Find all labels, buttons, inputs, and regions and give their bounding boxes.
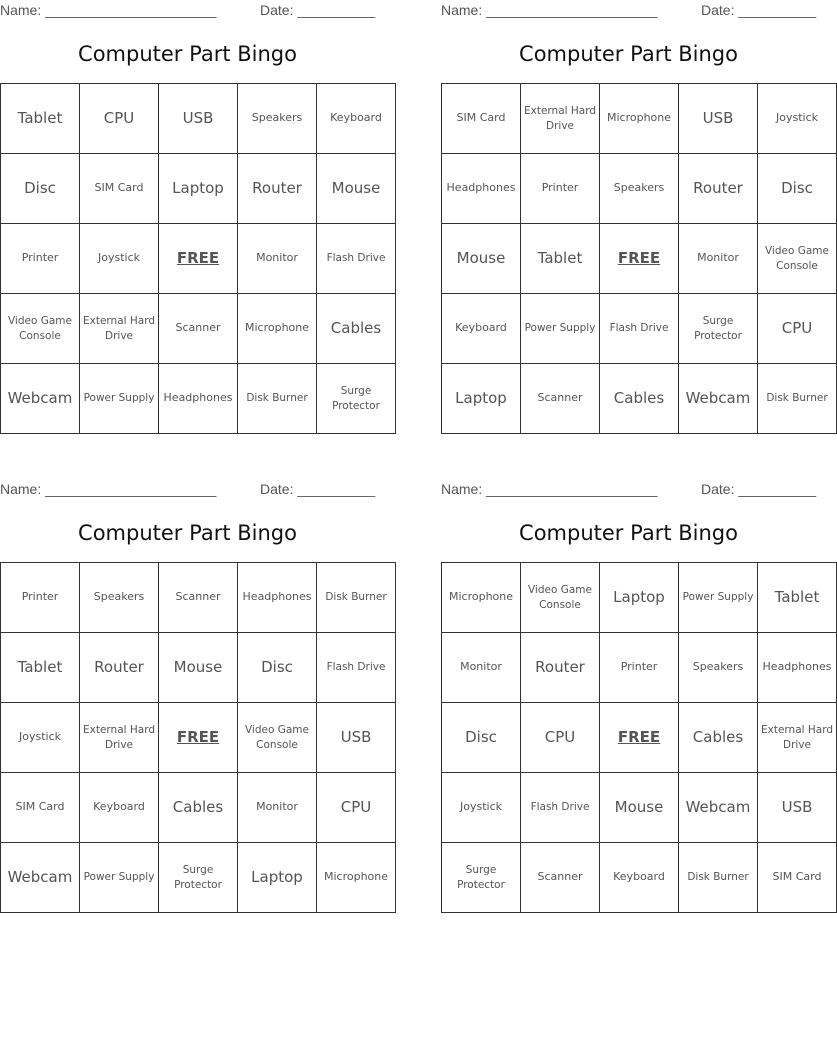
bingo-cell: Laptop	[442, 364, 521, 434]
bingo-cell: Keyboard	[442, 294, 521, 364]
bingo-cell: External Hard Drive	[80, 294, 159, 364]
bingo-cell: Headphones	[159, 364, 238, 434]
name-field-label: Name: ______________________	[441, 2, 658, 18]
name-field-label: Name: ______________________	[441, 481, 658, 497]
card-title: Computer Part Bingo	[78, 521, 297, 545]
bingo-row	[442, 84, 837, 154]
bingo-cell: Flash Drive	[521, 773, 600, 843]
bingo-cell: Surge Protector	[317, 364, 396, 434]
name-field-label: Name: ______________________	[0, 2, 217, 18]
bingo-cell: Power Supply	[521, 294, 600, 364]
bingo-cell: SIM Card	[1, 773, 80, 843]
bingo-cell: Tablet	[758, 563, 837, 633]
bingo-row	[442, 773, 837, 843]
bingo-cell: Keyboard	[600, 843, 679, 913]
bingo-cell: Joystick	[1, 703, 80, 773]
free-space: FREE	[159, 703, 238, 773]
bingo-cell: Headphones	[238, 563, 317, 633]
bingo-row	[1, 364, 396, 434]
card-header	[0, 479, 375, 501]
bingo-row	[1, 294, 396, 364]
free-space: FREE	[600, 224, 679, 294]
bingo-cell: SIM Card	[758, 843, 837, 913]
bingo-cell: Laptop	[238, 843, 317, 913]
bingo-cell: SIM Card	[80, 154, 159, 224]
bingo-cell: Cables	[679, 703, 758, 773]
bingo-row	[1, 563, 396, 633]
bingo-cell: Router	[521, 633, 600, 703]
name-field-label: Name: ______________________	[0, 481, 217, 497]
bingo-row	[1, 633, 396, 703]
bingo-cell: Tablet	[521, 224, 600, 294]
bingo-cell: Router	[80, 633, 159, 703]
bingo-cell: Monitor	[679, 224, 758, 294]
bingo-cell: Power Supply	[679, 563, 758, 633]
bingo-grid	[0, 83, 396, 434]
bingo-row	[442, 224, 837, 294]
bingo-row	[1, 84, 396, 154]
bingo-cell: Webcam	[679, 364, 758, 434]
date-field-label: Date: __________	[260, 2, 376, 18]
bingo-cell: Headphones	[758, 633, 837, 703]
bingo-cell: Disk Burner	[679, 843, 758, 913]
bingo-cell: Disk Burner	[758, 364, 837, 434]
bingo-row	[1, 843, 396, 913]
bingo-cell: Cables	[317, 294, 396, 364]
bingo-cell: USB	[317, 703, 396, 773]
bingo-cell: CPU	[758, 294, 837, 364]
bingo-cell: CPU	[521, 703, 600, 773]
card-header	[0, 0, 375, 22]
bingo-cell: External Hard Drive	[80, 703, 159, 773]
free-space: FREE	[159, 224, 238, 294]
bingo-cell: Flash Drive	[317, 633, 396, 703]
bingo-cell: Keyboard	[80, 773, 159, 843]
bingo-cell: Cables	[159, 773, 238, 843]
bingo-cell: Printer	[521, 154, 600, 224]
bingo-row	[442, 633, 837, 703]
card-header	[441, 0, 816, 22]
bingo-cell: USB	[679, 84, 758, 154]
card-title: Computer Part Bingo	[519, 42, 738, 66]
bingo-cell: Surge Protector	[679, 294, 758, 364]
bingo-cell: Mouse	[600, 773, 679, 843]
bingo-cell: Power Supply	[80, 843, 159, 913]
bingo-cell: Webcam	[679, 773, 758, 843]
bingo-cell: Keyboard	[317, 84, 396, 154]
bingo-row	[442, 703, 837, 773]
bingo-cell: Joystick	[442, 773, 521, 843]
bingo-cell: USB	[758, 773, 837, 843]
card-title: Computer Part Bingo	[519, 521, 738, 545]
bingo-cell: CPU	[317, 773, 396, 843]
bingo-cell: External Hard Drive	[758, 703, 837, 773]
bingo-row	[442, 364, 837, 434]
bingo-cell: Tablet	[1, 633, 80, 703]
bingo-cell: Monitor	[238, 773, 317, 843]
bingo-cell: Joystick	[80, 224, 159, 294]
card-title: Computer Part Bingo	[78, 42, 297, 66]
bingo-row	[442, 154, 837, 224]
bingo-cell: Flash Drive	[600, 294, 679, 364]
bingo-cell: Mouse	[159, 633, 238, 703]
bingo-cell: Disc	[758, 154, 837, 224]
bingo-grid	[441, 83, 837, 434]
bingo-cell: Speakers	[238, 84, 317, 154]
bingo-cell: Disk Burner	[238, 364, 317, 434]
bingo-cell: Microphone	[600, 84, 679, 154]
bingo-cell: Surge Protector	[159, 843, 238, 913]
bingo-cell: Scanner	[521, 843, 600, 913]
date-field-label: Date: __________	[701, 481, 817, 497]
bingo-cell: Laptop	[159, 154, 238, 224]
bingo-cell: Printer	[1, 563, 80, 633]
bingo-row	[442, 294, 837, 364]
bingo-row	[1, 703, 396, 773]
bingo-cell: Printer	[1, 224, 80, 294]
bingo-cell: SIM Card	[442, 84, 521, 154]
bingo-row	[442, 843, 837, 913]
date-field-label: Date: __________	[260, 481, 376, 497]
bingo-cell: Headphones	[442, 154, 521, 224]
bingo-cell: Joystick	[758, 84, 837, 154]
date-field-label: Date: __________	[701, 2, 817, 18]
card-header	[441, 479, 816, 501]
bingo-cell: Scanner	[521, 364, 600, 434]
bingo-cell: Scanner	[159, 294, 238, 364]
bingo-cell: Webcam	[1, 843, 80, 913]
bingo-row	[1, 224, 396, 294]
bingo-cell: Microphone	[238, 294, 317, 364]
bingo-cell: Power Supply	[80, 364, 159, 434]
bingo-cell: Surge Protector	[442, 843, 521, 913]
bingo-cell: Disc	[238, 633, 317, 703]
bingo-cell: Speakers	[80, 563, 159, 633]
bingo-cell: USB	[159, 84, 238, 154]
bingo-cell: Router	[679, 154, 758, 224]
bingo-cell: Mouse	[317, 154, 396, 224]
bingo-cell: CPU	[80, 84, 159, 154]
bingo-row	[1, 773, 396, 843]
bingo-grid	[441, 562, 837, 913]
bingo-cell: Disc	[442, 703, 521, 773]
bingo-cell: Speakers	[679, 633, 758, 703]
bingo-cell: Tablet	[1, 84, 80, 154]
bingo-cell: Video Game Console	[1, 294, 80, 364]
bingo-cell: Monitor	[442, 633, 521, 703]
bingo-cell: Printer	[600, 633, 679, 703]
bingo-cell: Disk Burner	[317, 563, 396, 633]
bingo-cell: Laptop	[600, 563, 679, 633]
bingo-cell: External Hard Drive	[521, 84, 600, 154]
bingo-cell: Disc	[1, 154, 80, 224]
bingo-cell: Scanner	[159, 563, 238, 633]
bingo-grid	[0, 562, 396, 913]
bingo-row	[1, 154, 396, 224]
bingo-cell: Video Game Console	[758, 224, 837, 294]
bingo-cell: Mouse	[442, 224, 521, 294]
bingo-cell: Cables	[600, 364, 679, 434]
bingo-row	[442, 563, 837, 633]
bingo-cell: Monitor	[238, 224, 317, 294]
free-space: FREE	[600, 703, 679, 773]
bingo-cell: Video Game Console	[238, 703, 317, 773]
bingo-cell: Microphone	[317, 843, 396, 913]
bingo-cell: Video Game Console	[521, 563, 600, 633]
bingo-cell: Webcam	[1, 364, 80, 434]
bingo-cell: Router	[238, 154, 317, 224]
bingo-cell: Flash Drive	[317, 224, 396, 294]
bingo-cell: Speakers	[600, 154, 679, 224]
bingo-cell: Microphone	[442, 563, 521, 633]
